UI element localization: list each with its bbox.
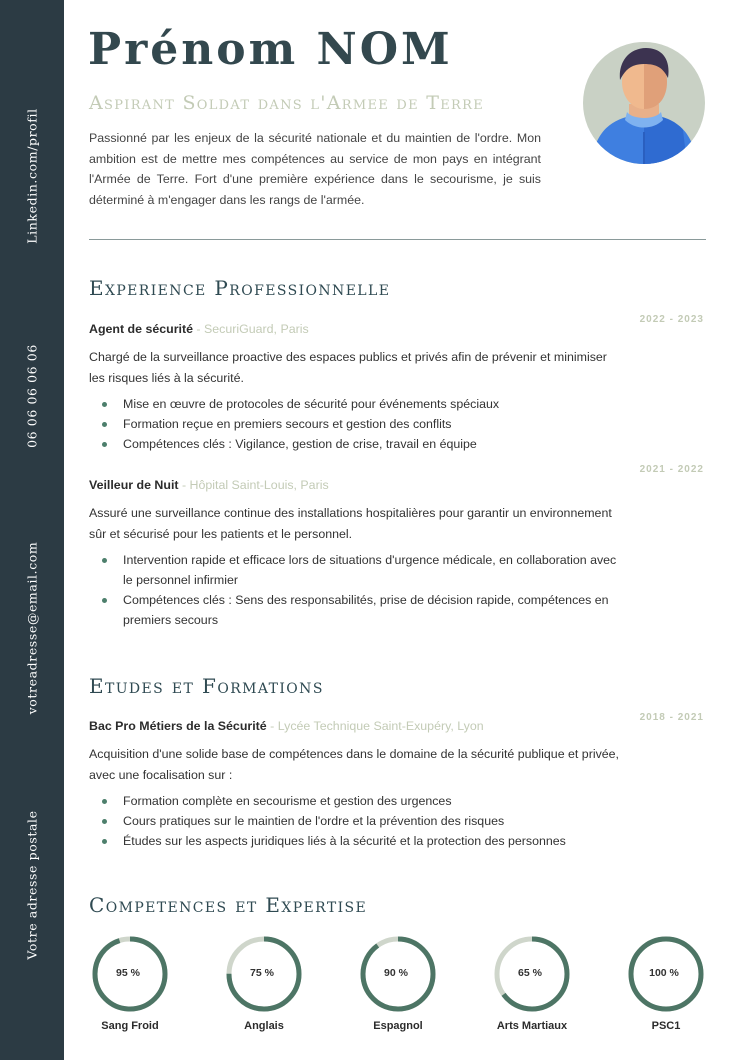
intro-paragraph: Passionné par les enjeux de la sécurité nationale et du maintien de l'ordre. Mon ambition est de mettre mes compétences au service de mon pays en intégrant l'Armée de Terre. Fort d'une première expérience dans le secourisme, je suis déterminé à m'engager dans les rangs de l'armée. — [89, 131, 541, 207]
job-employer: SecuriGuard, Paris — [204, 322, 309, 336]
skill-label: Espagnol — [373, 1020, 423, 1032]
skill-gauge — [492, 936, 572, 1032]
job-date: 2021 - 2022 — [639, 464, 704, 475]
skills-section-title: Competences et Expertise — [89, 893, 368, 917]
skill-label: PSC1 — [651, 1020, 681, 1032]
skill-percent: 100 % — [649, 967, 679, 979]
job-description: Assuré une surveillance continue des installations hospitalières pour garantir un environnement sûr et sécurisé pour les patients et le personnel. — [89, 506, 612, 541]
person-icon — [583, 42, 705, 164]
job-title: Veilleur de Nuit — [89, 478, 179, 492]
school-name: Lycée Technique Saint-Exupéry, Lyon — [277, 719, 484, 733]
job-employer: Hôpital Saint-Louis, Paris — [189, 478, 329, 492]
job-separator: - — [192, 322, 204, 336]
job-header — [89, 320, 619, 338]
phone-number: 06 06 06 06 06 — [24, 344, 40, 448]
candidate-name: Prénom NOM — [88, 24, 453, 75]
job-separator: - — [178, 478, 190, 492]
job-entry — [89, 320, 619, 454]
list-item: Formation complète en secourisme et gestion des urgences — [123, 791, 619, 811]
skill-gauge — [224, 936, 304, 1032]
education-bullets — [89, 791, 619, 851]
education-date: 2018 - 2021 — [639, 712, 704, 723]
skill-percent: 90 % — [384, 967, 408, 979]
degree-separator: - — [266, 719, 278, 733]
education-section-title: Etudes et Formations — [89, 674, 324, 698]
education-header — [89, 717, 619, 735]
job-header — [89, 476, 619, 494]
job-description: Chargé de la surveillance proactive des espaces publics et privés afin de prévenir et minimiser les risques liés à la sécurité. — [89, 350, 607, 385]
list-item: Compétences clés : Vigilance, gestion de crise, travail en équipe — [123, 434, 619, 454]
header-divider — [89, 239, 706, 240]
list-item: Intervention rapide et efficace lors de situations d'urgence médicale, en collaboration avec le personnel infirmier — [123, 550, 619, 590]
list-item: Formation reçue en premiers secours et gestion des conflits — [123, 414, 619, 434]
job-date: 2022 - 2023 — [639, 314, 704, 325]
postal-address: Votre adresse postale — [24, 810, 40, 960]
skill-gauge — [358, 936, 438, 1032]
list-item: Compétences clés : Sens des responsabilités, prise de décision rapide, compétences en premiers secours — [123, 590, 619, 630]
skill-label: Sang Froid — [101, 1020, 159, 1032]
degree-title: Bac Pro Métiers de la Sécurité — [89, 719, 267, 733]
job-bullets — [89, 394, 619, 454]
skill-gauge — [90, 936, 170, 1032]
experience-section-title: Experience Professionnelle — [89, 276, 391, 300]
job-entry — [89, 476, 619, 630]
skill-label: Arts Martiaux — [496, 1020, 568, 1032]
job-target-title: Aspirant Soldat dans l'Armee de Terre — [89, 92, 484, 114]
linkedin-link[interactable]: Linkedin.com/profil — [24, 108, 40, 244]
email-address[interactable]: votreadresse@email.com — [24, 541, 40, 715]
skill-percent: 75 % — [250, 967, 274, 979]
education-entry — [89, 717, 619, 851]
list-item: Études sur les aspects juridiques liés à la sécurité et la protection des personnes — [123, 831, 619, 851]
skill-percent: 95 % — [116, 967, 140, 979]
education-description: Acquisition d'une solide base de compétences dans le domaine de la sécurité publique et privée, avec une focalisation sur : — [89, 747, 619, 782]
job-bullets — [89, 550, 619, 630]
list-item: Mise en œuvre de protocoles de sécurité pour événements spéciaux — [123, 394, 619, 414]
list-item: Cours pratiques sur le maintien de l'ordre et la prévention des risques — [123, 811, 619, 831]
sidebar — [0, 0, 64, 1060]
skill-label: Anglais — [244, 1020, 284, 1032]
avatar — [583, 42, 705, 164]
job-title: Agent de sécurité — [89, 322, 193, 336]
skill-gauge — [626, 936, 706, 1032]
skill-percent: 65 % — [518, 967, 542, 979]
